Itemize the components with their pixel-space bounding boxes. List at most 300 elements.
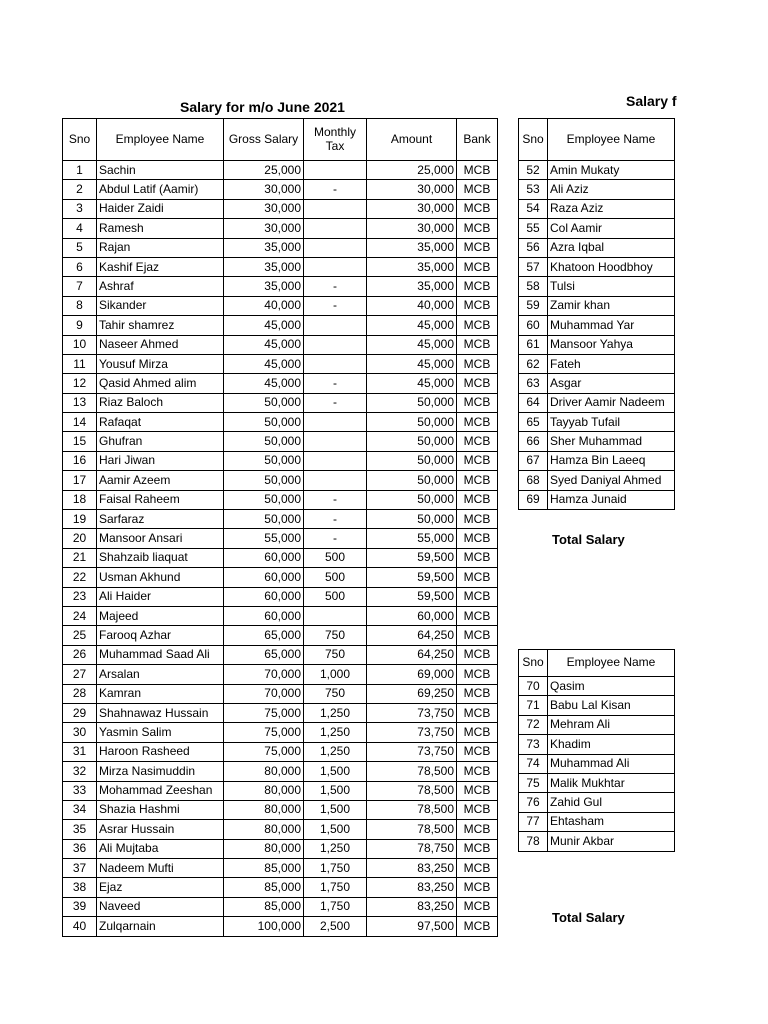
table-row	[519, 754, 675, 773]
cell-sno: 34	[63, 800, 97, 819]
cell-bank: MCB	[457, 180, 498, 199]
cell-gross-salary: 50,000	[224, 451, 304, 470]
cell-amount: 97,500	[367, 917, 457, 936]
cell-employee-name: Hamza Junaid	[548, 490, 675, 509]
table-row	[63, 839, 498, 858]
cell-monthly-tax	[304, 257, 367, 276]
cell-gross-salary: 50,000	[224, 510, 304, 529]
cell-employee-name: Haroon Rasheed	[97, 742, 224, 761]
cell-employee-name: Syed Daniyal Ahmed	[548, 471, 675, 490]
cell-employee-name: Fateh	[548, 354, 675, 373]
cell-sno: 64	[519, 393, 548, 412]
cell-amount: 50,000	[367, 432, 457, 451]
table-row	[519, 161, 675, 180]
cell-amount: 64,250	[367, 645, 457, 664]
cell-employee-name: Kamran	[97, 684, 224, 703]
cell-employee-name: Abdul Latif (Aamir)	[97, 180, 224, 199]
cell-amount: 40,000	[367, 296, 457, 315]
cell-employee-name: Shahzaib liaquat	[97, 548, 224, 567]
cell-sno: 14	[63, 413, 97, 432]
cell-sno: 72	[519, 715, 548, 734]
cell-gross-salary: 30,000	[224, 180, 304, 199]
cell-amount: 73,750	[367, 723, 457, 742]
header-sno: Sno	[519, 650, 548, 677]
cell-amount: 59,500	[367, 568, 457, 587]
cell-employee-name: Ali Aziz	[548, 180, 675, 199]
cell-sno: 23	[63, 587, 97, 606]
cell-sno: 29	[63, 703, 97, 722]
cell-bank: MCB	[457, 897, 498, 916]
cell-gross-salary: 35,000	[224, 257, 304, 276]
cell-gross-salary: 60,000	[224, 587, 304, 606]
table-row	[63, 335, 498, 354]
cell-employee-name: Ghufran	[97, 432, 224, 451]
cell-monthly-tax	[304, 161, 367, 180]
cell-employee-name: Qasim	[548, 677, 675, 696]
table-row	[63, 161, 498, 180]
table-row	[63, 510, 498, 529]
cell-employee-name: Sachin	[97, 161, 224, 180]
cell-gross-salary: 45,000	[224, 316, 304, 335]
cell-monthly-tax: 2,500	[304, 917, 367, 936]
cell-employee-name: Sher Muhammad	[548, 432, 675, 451]
table-row	[519, 393, 675, 412]
cell-bank: MCB	[457, 199, 498, 218]
cell-gross-salary: 45,000	[224, 374, 304, 393]
cell-employee-name: Ali Haider	[97, 587, 224, 606]
cell-amount: 50,000	[367, 451, 457, 470]
cell-bank: MCB	[457, 161, 498, 180]
header-monthly-tax: Monthly Tax	[304, 119, 367, 161]
table-row	[63, 257, 498, 276]
cell-gross-salary: 50,000	[224, 490, 304, 509]
cell-amount: 73,750	[367, 703, 457, 722]
table-row	[63, 296, 498, 315]
table-row	[519, 257, 675, 276]
table-row	[63, 548, 498, 567]
cell-monthly-tax: -	[304, 296, 367, 315]
cell-employee-name: Muhammad Saad Ali	[97, 645, 224, 664]
cell-sno: 19	[63, 510, 97, 529]
table-row	[519, 715, 675, 734]
cell-sno: 62	[519, 354, 548, 373]
table-row	[63, 354, 498, 373]
cell-gross-salary: 50,000	[224, 432, 304, 451]
cell-employee-name: Sikander	[97, 296, 224, 315]
cell-bank: MCB	[457, 277, 498, 296]
table-row	[519, 696, 675, 715]
cell-monthly-tax	[304, 238, 367, 257]
cell-monthly-tax: 1,750	[304, 859, 367, 878]
header-employee-name: Employee Name	[548, 650, 675, 677]
table-row	[63, 703, 498, 722]
table-row	[63, 413, 498, 432]
cell-gross-salary: 35,000	[224, 238, 304, 257]
cell-gross-salary: 75,000	[224, 723, 304, 742]
cell-amount: 35,000	[367, 277, 457, 296]
table-row	[63, 781, 498, 800]
cell-employee-name: Qasid Ahmed alim	[97, 374, 224, 393]
cell-amount: 50,000	[367, 413, 457, 432]
cell-monthly-tax: 1,750	[304, 897, 367, 916]
right-bottom-table	[518, 649, 675, 852]
cell-employee-name: Azra Iqbal	[548, 238, 675, 257]
cell-gross-salary: 25,000	[224, 161, 304, 180]
table-row	[519, 335, 675, 354]
cell-sno: 73	[519, 735, 548, 754]
cell-bank: MCB	[457, 859, 498, 878]
table-row	[519, 238, 675, 257]
cell-sno: 40	[63, 917, 97, 936]
table-row	[63, 742, 498, 761]
cell-amount: 35,000	[367, 257, 457, 276]
cell-bank: MCB	[457, 917, 498, 936]
cell-bank: MCB	[457, 606, 498, 625]
cell-sno: 16	[63, 451, 97, 470]
table-row	[63, 238, 498, 257]
cell-sno: 59	[519, 296, 548, 315]
cell-sno: 27	[63, 665, 97, 684]
cell-employee-name: Babu Lal Kisan	[548, 696, 675, 715]
cell-monthly-tax	[304, 219, 367, 238]
cell-bank: MCB	[457, 645, 498, 664]
table-row	[63, 820, 498, 839]
table-row	[63, 800, 498, 819]
cell-monthly-tax: -	[304, 374, 367, 393]
cell-monthly-tax: -	[304, 510, 367, 529]
cell-monthly-tax: 1,250	[304, 839, 367, 858]
cell-sno: 31	[63, 742, 97, 761]
cell-sno: 37	[63, 859, 97, 878]
header-gross-salary: Gross Salary	[224, 119, 304, 161]
table-row	[63, 917, 498, 936]
cell-sno: 15	[63, 432, 97, 451]
cell-employee-name: Riaz Baloch	[97, 393, 224, 412]
cell-amount: 78,500	[367, 800, 457, 819]
cell-employee-name: Aamir Azeem	[97, 471, 224, 490]
table-row	[519, 773, 675, 792]
cell-sno: 28	[63, 684, 97, 703]
main-table-header	[63, 119, 498, 161]
cell-amount: 30,000	[367, 199, 457, 218]
table-row	[519, 471, 675, 490]
cell-sno: 11	[63, 354, 97, 373]
cell-bank: MCB	[457, 510, 498, 529]
table-row	[63, 490, 498, 509]
table-row	[63, 645, 498, 664]
cell-sno: 52	[519, 161, 548, 180]
cell-sno: 2	[63, 180, 97, 199]
table-row	[519, 180, 675, 199]
cell-bank: MCB	[457, 296, 498, 315]
cell-bank: MCB	[457, 800, 498, 819]
cell-employee-name: Naveed	[97, 897, 224, 916]
total-salary-label-bottom: Total Salary	[552, 910, 625, 925]
cell-gross-salary: 100,000	[224, 917, 304, 936]
cell-employee-name: Zamir khan	[548, 296, 675, 315]
cell-bank: MCB	[457, 374, 498, 393]
cell-gross-salary: 75,000	[224, 742, 304, 761]
cell-amount: 78,750	[367, 839, 457, 858]
cell-sno: 22	[63, 568, 97, 587]
cell-employee-name: Ehtasham	[548, 812, 675, 831]
cell-monthly-tax	[304, 471, 367, 490]
cell-employee-name: Majeed	[97, 606, 224, 625]
cell-bank: MCB	[457, 490, 498, 509]
cell-sno: 38	[63, 878, 97, 897]
table-row	[63, 665, 498, 684]
cell-sno: 74	[519, 754, 548, 773]
cell-monthly-tax	[304, 354, 367, 373]
cell-amount: 35,000	[367, 238, 457, 257]
cell-bank: MCB	[457, 839, 498, 858]
cell-amount: 83,250	[367, 878, 457, 897]
cell-gross-salary: 80,000	[224, 781, 304, 800]
cell-gross-salary: 80,000	[224, 800, 304, 819]
header-employee-name: Employee Name	[548, 119, 675, 161]
cell-sno: 69	[519, 490, 548, 509]
table-row	[519, 199, 675, 218]
cell-sno: 35	[63, 820, 97, 839]
cell-bank: MCB	[457, 257, 498, 276]
cell-employee-name: Nadeem Mufti	[97, 859, 224, 878]
table-row	[519, 432, 675, 451]
cell-sno: 75	[519, 773, 548, 792]
cell-sno: 30	[63, 723, 97, 742]
cell-bank: MCB	[457, 568, 498, 587]
cell-monthly-tax	[304, 432, 367, 451]
cell-amount: 73,750	[367, 742, 457, 761]
table-row	[519, 413, 675, 432]
cell-sno: 25	[63, 626, 97, 645]
cell-gross-salary: 80,000	[224, 839, 304, 858]
right-top-header	[519, 119, 675, 161]
cell-amount: 59,500	[367, 548, 457, 567]
cell-employee-name: Usman Akhund	[97, 568, 224, 587]
table-row	[519, 277, 675, 296]
table-row	[519, 219, 675, 238]
table-row	[63, 606, 498, 625]
cell-amount: 25,000	[367, 161, 457, 180]
right-bottom-header	[519, 650, 675, 677]
cell-monthly-tax	[304, 606, 367, 625]
cell-monthly-tax: 1,500	[304, 800, 367, 819]
table-row	[519, 316, 675, 335]
cell-monthly-tax: -	[304, 180, 367, 199]
cell-sno: 70	[519, 677, 548, 696]
cell-bank: MCB	[457, 451, 498, 470]
cell-sno: 4	[63, 219, 97, 238]
cell-monthly-tax: 750	[304, 626, 367, 645]
cell-amount: 78,500	[367, 820, 457, 839]
cell-sno: 18	[63, 490, 97, 509]
table-row	[63, 568, 498, 587]
cell-sno: 66	[519, 432, 548, 451]
cell-monthly-tax: 1,500	[304, 762, 367, 781]
table-row	[519, 374, 675, 393]
cell-monthly-tax	[304, 335, 367, 354]
cell-employee-name: Naseer Ahmed	[97, 335, 224, 354]
cell-gross-salary: 45,000	[224, 335, 304, 354]
cell-amount: 64,250	[367, 626, 457, 645]
table-row	[63, 199, 498, 218]
table-row	[63, 684, 498, 703]
cell-amount: 69,250	[367, 684, 457, 703]
cell-bank: MCB	[457, 762, 498, 781]
cell-employee-name: Farooq Azhar	[97, 626, 224, 645]
cell-bank: MCB	[457, 432, 498, 451]
table-row	[63, 587, 498, 606]
cell-employee-name: Yasmin Salim	[97, 723, 224, 742]
cell-monthly-tax: -	[304, 393, 367, 412]
cell-sno: 68	[519, 471, 548, 490]
cell-sno: 55	[519, 219, 548, 238]
cell-gross-salary: 60,000	[224, 548, 304, 567]
cell-monthly-tax: 750	[304, 645, 367, 664]
cell-sno: 6	[63, 257, 97, 276]
cell-gross-salary: 30,000	[224, 199, 304, 218]
header-employee-name: Employee Name	[97, 119, 224, 161]
table-row	[519, 677, 675, 696]
cell-sno: 67	[519, 451, 548, 470]
cell-bank: MCB	[457, 219, 498, 238]
table-row	[63, 219, 498, 238]
cell-amount: 30,000	[367, 219, 457, 238]
cell-monthly-tax: 1,000	[304, 665, 367, 684]
cell-gross-salary: 30,000	[224, 219, 304, 238]
cell-amount: 50,000	[367, 393, 457, 412]
cell-gross-salary: 35,000	[224, 277, 304, 296]
cell-employee-name: Asgar	[548, 374, 675, 393]
cell-monthly-tax	[304, 199, 367, 218]
cell-bank: MCB	[457, 413, 498, 432]
cell-sno: 53	[519, 180, 548, 199]
cell-bank: MCB	[457, 587, 498, 606]
cell-bank: MCB	[457, 335, 498, 354]
cell-bank: MCB	[457, 665, 498, 684]
cell-bank: MCB	[457, 703, 498, 722]
table-row	[63, 277, 498, 296]
cell-sno: 20	[63, 529, 97, 548]
cell-bank: MCB	[457, 393, 498, 412]
right-top-table	[518, 118, 675, 510]
main-salary-table	[62, 118, 498, 937]
cell-sno: 54	[519, 199, 548, 218]
cell-employee-name: Khadim	[548, 735, 675, 754]
cell-sno: 63	[519, 374, 548, 393]
cell-sno: 7	[63, 277, 97, 296]
cell-employee-name: Mirza Nasimuddin	[97, 762, 224, 781]
cell-gross-salary: 60,000	[224, 606, 304, 625]
cell-gross-salary: 60,000	[224, 568, 304, 587]
cell-sno: 8	[63, 296, 97, 315]
cell-employee-name: Khatoon Hoodbhoy	[548, 257, 675, 276]
cell-amount: 83,250	[367, 859, 457, 878]
cell-sno: 76	[519, 793, 548, 812]
cell-gross-salary: 80,000	[224, 820, 304, 839]
table-row	[63, 529, 498, 548]
right-title: Salary f	[626, 93, 677, 109]
cell-employee-name: Ramesh	[97, 219, 224, 238]
cell-employee-name: Zulqarnain	[97, 917, 224, 936]
cell-amount: 50,000	[367, 510, 457, 529]
cell-amount: 78,500	[367, 781, 457, 800]
cell-employee-name: Shazia Hashmi	[97, 800, 224, 819]
cell-gross-salary: 70,000	[224, 665, 304, 684]
cell-monthly-tax	[304, 413, 367, 432]
cell-gross-salary: 55,000	[224, 529, 304, 548]
cell-employee-name: Faisal Raheem	[97, 490, 224, 509]
cell-monthly-tax: 500	[304, 587, 367, 606]
cell-sno: 13	[63, 393, 97, 412]
cell-amount: 78,500	[367, 762, 457, 781]
cell-monthly-tax: 500	[304, 568, 367, 587]
table-row	[519, 354, 675, 373]
cell-employee-name: Ejaz	[97, 878, 224, 897]
header-sno: Sno	[63, 119, 97, 161]
table-row	[63, 762, 498, 781]
cell-monthly-tax: 1,500	[304, 820, 367, 839]
cell-monthly-tax: 750	[304, 684, 367, 703]
cell-sno: 36	[63, 839, 97, 858]
table-row	[519, 832, 675, 851]
cell-employee-name: Tayyab Tufail	[548, 413, 675, 432]
cell-sno: 26	[63, 645, 97, 664]
cell-bank: MCB	[457, 354, 498, 373]
cell-amount: 45,000	[367, 316, 457, 335]
cell-employee-name: Amin Mukaty	[548, 161, 675, 180]
cell-gross-salary: 85,000	[224, 878, 304, 897]
cell-employee-name: Munir Akbar	[548, 832, 675, 851]
cell-employee-name: Col Aamir	[548, 219, 675, 238]
cell-bank: MCB	[457, 626, 498, 645]
cell-employee-name: Haider Zaidi	[97, 199, 224, 218]
cell-bank: MCB	[457, 684, 498, 703]
cell-bank: MCB	[457, 820, 498, 839]
cell-employee-name: Muhammad Yar	[548, 316, 675, 335]
cell-sno: 71	[519, 696, 548, 715]
cell-sno: 56	[519, 238, 548, 257]
cell-monthly-tax: -	[304, 490, 367, 509]
cell-amount: 45,000	[367, 354, 457, 373]
cell-bank: MCB	[457, 471, 498, 490]
table-row	[63, 316, 498, 335]
total-salary-label-top: Total Salary	[552, 532, 625, 547]
cell-sno: 78	[519, 832, 548, 851]
cell-employee-name: Arsalan	[97, 665, 224, 684]
table-row	[63, 393, 498, 412]
cell-employee-name: Mansoor Yahya	[548, 335, 675, 354]
cell-amount: 50,000	[367, 471, 457, 490]
cell-bank: MCB	[457, 529, 498, 548]
cell-gross-salary: 50,000	[224, 393, 304, 412]
cell-employee-name: Yousuf Mirza	[97, 354, 224, 373]
cell-amount: 55,000	[367, 529, 457, 548]
cell-monthly-tax	[304, 451, 367, 470]
cell-monthly-tax: 1,750	[304, 878, 367, 897]
cell-bank: MCB	[457, 316, 498, 335]
table-row	[63, 471, 498, 490]
cell-employee-name: Tulsi	[548, 277, 675, 296]
cell-employee-name: Rajan	[97, 238, 224, 257]
cell-employee-name: Zahid Gul	[548, 793, 675, 812]
cell-gross-salary: 85,000	[224, 859, 304, 878]
cell-sno: 58	[519, 277, 548, 296]
table-row	[519, 451, 675, 470]
cell-amount: 30,000	[367, 180, 457, 199]
cell-monthly-tax: 500	[304, 548, 367, 567]
cell-employee-name: Asrar Hussain	[97, 820, 224, 839]
